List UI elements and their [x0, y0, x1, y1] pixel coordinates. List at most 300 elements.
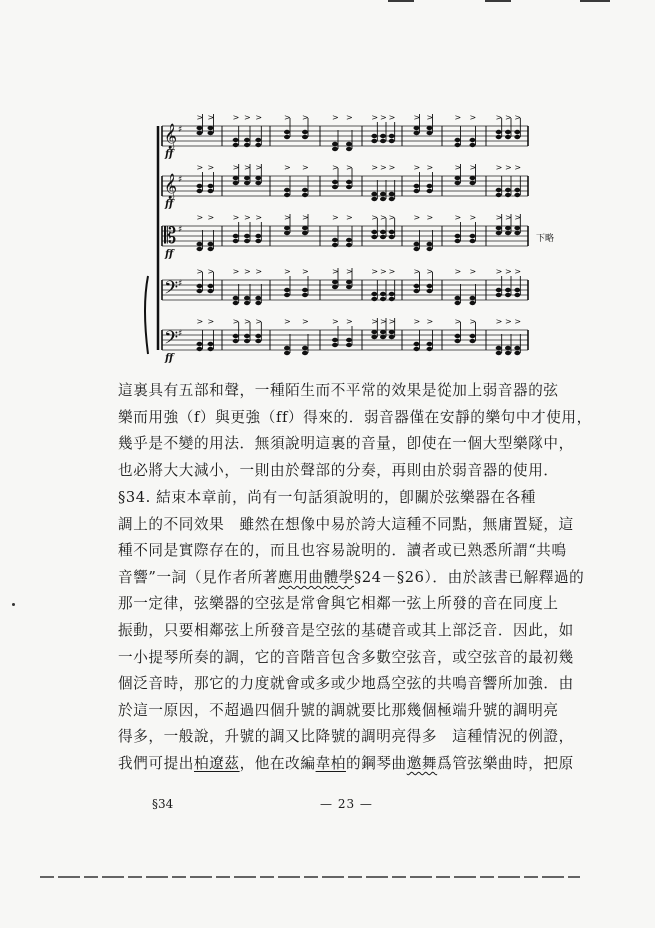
accent-mark-1-38: > [514, 113, 522, 122]
note-head-2-15 [332, 180, 338, 184]
line11-g: 爲管弦樂曲時，把原 [437, 754, 574, 772]
accent-mark-5-36: > [505, 317, 512, 326]
accent-mark-2-14: > [302, 163, 309, 172]
note-head-2-25 [414, 184, 420, 188]
note-head-5-9 [255, 334, 261, 338]
note-head-5-27 [427, 342, 433, 346]
note-head-1-20 [371, 139, 377, 143]
note-head-3-38 [514, 231, 520, 235]
note-head-3-3 [208, 242, 214, 246]
note-head-4-16 [332, 285, 338, 289]
accent-mark-2-38: > [514, 163, 522, 172]
note-head-4-21 [380, 292, 386, 296]
accent-mark-1-10: > [255, 113, 263, 122]
note-head-1-18 [346, 147, 352, 151]
accent-mark-1-2: > [196, 113, 204, 122]
note-head-2-32 [470, 181, 476, 185]
note-head-5-35 [505, 346, 511, 350]
accent-mark-4-8: > [244, 267, 251, 276]
accent-mark-2-18: > [346, 163, 353, 172]
note-head-3-30 [455, 239, 461, 243]
note-head-3-25 [414, 242, 420, 246]
note-head-3-20 [371, 235, 377, 239]
note-head-2-26 [414, 189, 420, 193]
para1-line-2: 樂而用強（f）與更強（ff）得來的．弱音器僅在安靜的樂句中才使用， [118, 408, 592, 426]
accent-mark-3-20: > [371, 213, 379, 222]
note-head-4-7 [244, 296, 250, 300]
score-annotation: 下略 [536, 234, 555, 244]
note-head-1-1 [197, 126, 203, 130]
accent-mark-1-22: > [380, 113, 387, 122]
note-head-5-30 [455, 339, 461, 343]
key-signature-1: ♯ [178, 125, 183, 135]
accent-mark-1-14: > [302, 113, 309, 122]
accent-mark-3-24: > [388, 213, 396, 222]
note-head-1-4 [208, 131, 214, 135]
note-head-2-36 [505, 193, 511, 197]
note-head-2-24 [389, 197, 395, 201]
note-head-5-26 [414, 347, 420, 351]
note-head-1-6 [233, 143, 239, 147]
note-head-1-12 [284, 135, 290, 139]
note-head-2-19 [371, 192, 377, 196]
accent-mark-4-2: > [196, 267, 204, 276]
note-head-3-21 [380, 230, 386, 234]
accent-mark-2-2: > [196, 163, 204, 172]
para2-line-1: §34. 結束本章前，尚有一句話須說明的，卽關於弦樂器在各種 [118, 489, 536, 506]
note-head-3-2 [197, 247, 203, 251]
key-signature-5: ♯ [178, 329, 183, 339]
note-head-2-29 [455, 176, 461, 180]
note-head-5-29 [455, 334, 461, 338]
note-head-1-28 [427, 131, 433, 135]
note-head-2-8 [244, 181, 250, 185]
accent-mark-3-10: > [255, 213, 263, 222]
note-head-5-21 [380, 330, 386, 334]
note-head-1-16 [332, 147, 338, 151]
accent-mark-3-8: > [244, 213, 251, 222]
note-head-5-13 [302, 346, 308, 350]
note-head-2-27 [427, 184, 433, 188]
note-head-2-35 [505, 188, 511, 192]
note-head-1-7 [244, 138, 250, 142]
accent-mark-4-28: > [426, 267, 434, 276]
para2-line-7: 一小提琴所奏的調，它的音階音包含多數空弦音，或空弦音的最初幾 [118, 648, 574, 666]
note-head-4-12 [284, 293, 290, 297]
note-head-2-4 [208, 189, 214, 193]
para1-line-3: 幾乎是不變的用法．無須說明這裏的音量，卽使在一個大型樂隊中， [118, 435, 574, 453]
note-head-2-14 [302, 193, 308, 197]
para2-line-11 [118, 751, 574, 778]
accent-mark-4-10: > [255, 267, 263, 276]
note-head-5-14 [302, 351, 308, 355]
accent-mark-5-14: > [302, 317, 309, 326]
accent-mark-3-16: > [332, 213, 339, 222]
note-head-1-19 [371, 134, 377, 138]
accent-mark-4-34: > [495, 267, 503, 276]
accent-mark-1-18: > [346, 113, 353, 122]
note-head-4-18 [346, 285, 352, 289]
note-head-4-24 [389, 297, 395, 301]
accent-mark-4-38: > [514, 267, 522, 276]
note-head-2-33 [496, 188, 502, 192]
accent-mark-1-30: > [454, 113, 462, 122]
note-head-3-32 [470, 239, 476, 243]
scan-edge-mark-1 [388, 0, 414, 2]
note-head-1-2 [197, 131, 203, 135]
note-head-5-6 [233, 339, 239, 343]
note-head-4-37 [514, 288, 520, 292]
note-head-2-18 [346, 185, 352, 189]
note-head-4-34 [496, 293, 502, 297]
para2-line-4 [118, 565, 585, 592]
accent-mark-4-24: > [388, 267, 396, 276]
accent-mark-3-30: > [454, 213, 462, 222]
grand-staff-brace [145, 276, 148, 354]
note-head-1-37 [514, 130, 520, 134]
accent-mark-2-22: > [380, 163, 387, 172]
accent-mark-5-4: > [207, 317, 215, 326]
accent-mark-5-8: > [244, 317, 251, 326]
note-head-1-10 [255, 143, 261, 147]
accent-mark-3-34: > [495, 213, 503, 222]
note-head-2-11 [284, 188, 290, 192]
note-head-4-29 [455, 296, 461, 300]
note-head-1-36 [505, 135, 511, 139]
accent-mark-3-18: > [346, 213, 353, 222]
note-head-3-18 [346, 243, 352, 247]
work-title-invitation-dance: 邀舞 [406, 754, 438, 772]
accent-mark-3-22: > [380, 213, 387, 222]
note-head-2-22 [380, 197, 386, 201]
note-head-2-16 [332, 185, 338, 189]
note-head-5-23 [389, 330, 395, 334]
note-head-5-5 [233, 334, 239, 338]
note-head-4-28 [427, 289, 433, 293]
accent-mark-5-26: > [413, 317, 421, 326]
note-head-1-30 [455, 143, 461, 147]
note-head-5-10 [255, 339, 261, 343]
note-head-5-34 [496, 351, 502, 355]
note-head-3-26 [414, 247, 420, 251]
para1-line-4: 也必將大大減小，一則由於聲部的分奏，再則由於弱音器的使用． [118, 461, 559, 479]
note-head-2-13 [302, 188, 308, 192]
note-head-2-9 [255, 176, 261, 180]
accent-mark-5-38: > [514, 317, 522, 326]
accent-mark-3-14: > [302, 213, 309, 222]
note-head-4-5 [233, 296, 239, 300]
note-head-4-8 [244, 301, 250, 305]
para1-line-1: 這裏具有五部和聲，一種陌生而不平常的效果是從加上弱音器的弦 [118, 382, 559, 399]
note-head-2-5 [233, 176, 239, 180]
note-head-2-30 [455, 181, 461, 185]
note-head-3-34 [496, 231, 502, 235]
note-head-4-4 [208, 289, 214, 293]
note-head-4-15 [332, 280, 338, 284]
note-head-4-2 [197, 289, 203, 293]
note-head-5-24 [389, 335, 395, 339]
accent-mark-1-36: > [505, 113, 512, 122]
note-head-3-13 [302, 226, 308, 230]
accent-mark-1-20: > [371, 113, 379, 122]
note-head-2-23 [389, 192, 395, 196]
accent-mark-4-30: > [454, 267, 462, 276]
note-head-5-22 [380, 335, 386, 339]
note-head-3-15 [332, 238, 338, 242]
note-head-1-17 [346, 142, 352, 146]
note-head-3-8 [244, 239, 250, 243]
para2-line-6: 振動，只要相鄰弦上所發音是空弦的基礎音或其上部泛音．因此，如 [118, 621, 574, 639]
accent-mark-2-6: > [232, 163, 240, 172]
note-head-2-7 [244, 176, 250, 180]
note-head-3-31 [470, 234, 476, 238]
accent-mark-5-22: > [380, 317, 387, 326]
key-signature-4: ♯ [178, 279, 183, 289]
note-head-4-33 [496, 288, 502, 292]
note-head-1-31 [470, 138, 476, 142]
accent-mark-3-32: > [469, 213, 477, 222]
accent-mark-2-36: > [505, 163, 512, 172]
note-head-2-10 [255, 181, 261, 185]
accent-mark-5-18: > [346, 317, 353, 326]
para2-line-8: 個泛音時，那它的力度就會或多或少地爲空弦的共鳴音響所加強．由 [118, 675, 574, 693]
note-head-4-11 [284, 288, 290, 292]
note-head-3-19 [371, 230, 377, 234]
note-head-3-1 [197, 242, 203, 246]
clef-treble-1: 𝄞 [164, 124, 178, 149]
note-head-5-1 [197, 342, 203, 346]
note-head-3-28 [427, 247, 433, 251]
note-head-1-26 [414, 131, 420, 135]
accent-mark-2-32: > [469, 163, 477, 172]
accent-mark-5-10: > [255, 317, 263, 326]
line11-e: 的鋼琴曲 [345, 754, 407, 772]
note-head-5-33 [496, 346, 502, 350]
note-head-4-3 [208, 284, 214, 288]
note-head-3-35 [505, 226, 511, 230]
dynamic-marking-2: ff [165, 199, 174, 210]
note-head-5-31 [470, 334, 476, 338]
accent-mark-4-4: > [207, 267, 215, 276]
note-head-3-27 [427, 242, 433, 246]
book-title-reference: 應用曲體學 [278, 568, 354, 586]
note-head-4-32 [470, 301, 476, 305]
note-head-2-28 [427, 189, 433, 193]
note-head-5-19 [371, 330, 377, 334]
note-head-1-29 [455, 138, 461, 142]
accent-mark-3-12: > [284, 213, 291, 222]
note-head-5-3 [208, 342, 214, 346]
note-head-2-3 [208, 184, 214, 188]
clef-bass-4: 𝄢 [164, 278, 179, 303]
note-head-4-35 [505, 288, 511, 292]
key-signature-3: ♯ [178, 225, 183, 235]
accent-mark-3-26: > [413, 213, 421, 222]
paragraph-1 [118, 378, 592, 484]
note-head-4-25 [414, 284, 420, 288]
accent-mark-1-24: > [388, 113, 396, 122]
note-head-3-11 [284, 226, 290, 230]
note-head-3-33 [496, 226, 502, 230]
note-head-3-23 [389, 230, 395, 234]
note-head-1-13 [302, 130, 308, 134]
accent-mark-1-34: > [495, 113, 503, 122]
scan-edge-mark-3 [580, 0, 610, 2]
accent-mark-4-36: > [505, 267, 512, 276]
accent-mark-4-16: > [332, 267, 339, 276]
note-head-4-10 [255, 301, 261, 305]
dynamic-marking-3: ff [165, 249, 174, 260]
note-head-4-20 [371, 297, 377, 301]
note-head-1-33 [496, 130, 502, 134]
para2-line-9: 於這一原因，不超過四個升號的調就要比那幾個極端升號的調明亮 [118, 701, 559, 719]
note-head-5-36 [505, 351, 511, 355]
note-head-3-29 [455, 234, 461, 238]
note-head-4-1 [197, 284, 203, 288]
clef-alto-3: 𝄡 [164, 224, 177, 249]
note-head-2-20 [371, 197, 377, 201]
note-head-3-24 [389, 235, 395, 239]
accent-mark-4-14: > [302, 267, 309, 276]
note-head-2-2 [197, 189, 203, 193]
accent-mark-2-10: > [255, 163, 263, 172]
para2-line-2: 調上的不同效果 雖然在想像中易於誇大這種不同點，無庸置疑，這 [118, 515, 574, 533]
accent-mark-1-26: > [413, 113, 421, 122]
accent-mark-4-32: > [469, 267, 477, 276]
accent-mark-5-34: > [495, 317, 503, 326]
note-head-4-31 [470, 296, 476, 300]
accent-mark-5-30: > [454, 317, 462, 326]
accent-mark-5-28: > [426, 317, 434, 326]
accent-mark-2-26: > [413, 163, 421, 172]
note-head-3-37 [514, 226, 520, 230]
note-head-1-22 [380, 139, 386, 143]
note-head-2-17 [346, 180, 352, 184]
accent-mark-1-28: > [426, 113, 434, 122]
note-head-3-9 [255, 234, 261, 238]
note-head-4-9 [255, 296, 261, 300]
paragraph-2 [118, 485, 585, 778]
note-head-5-25 [414, 342, 420, 346]
note-head-2-6 [233, 181, 239, 185]
note-head-4-27 [427, 284, 433, 288]
note-head-2-21 [380, 192, 386, 196]
accent-mark-5-32: > [469, 317, 477, 326]
note-head-2-1 [197, 184, 203, 188]
accent-mark-1-16: > [332, 113, 339, 122]
dynamic-marking-1: ff [165, 149, 174, 160]
note-head-2-38 [514, 193, 520, 197]
note-head-3-17 [346, 238, 352, 242]
note-head-5-8 [244, 339, 250, 343]
note-head-2-34 [496, 193, 502, 197]
note-head-4-23 [389, 292, 395, 296]
accent-mark-5-20: > [371, 317, 379, 326]
accent-mark-2-12: > [284, 163, 291, 172]
note-head-1-38 [514, 135, 520, 139]
note-head-4-19 [371, 292, 377, 296]
note-head-4-13 [302, 288, 308, 292]
accent-mark-2-24: > [388, 163, 396, 172]
note-head-3-10 [255, 239, 261, 243]
para2-line-5: 那一定律，弦樂器的空弦是常會與它相鄰一弦上所發的音在同度上 [118, 595, 559, 613]
note-head-5-38 [514, 351, 520, 355]
note-head-3-4 [208, 247, 214, 251]
accent-mark-2-4: > [207, 163, 215, 172]
line11-c: ，他在改編 [239, 754, 316, 772]
note-head-1-5 [233, 138, 239, 142]
accent-mark-3-2: > [196, 213, 204, 222]
note-head-5-28 [427, 347, 433, 351]
note-head-4-17 [346, 280, 352, 284]
para2-line-10: 得多，一般說，升號的調又比降號的調明亮得多 這種情況的例證， [118, 728, 574, 746]
note-head-4-14 [302, 293, 308, 297]
music-score-excerpt [140, 112, 560, 374]
accent-mark-2-28: > [426, 163, 434, 172]
note-head-5-4 [208, 347, 214, 351]
line4-post: §24－§26）．由於該書已解釋過的 [353, 568, 585, 586]
note-head-5-7 [244, 334, 250, 338]
note-head-5-17 [346, 338, 352, 342]
accent-mark-4-20: > [371, 267, 379, 276]
note-head-4-26 [414, 289, 420, 293]
note-head-5-32 [470, 339, 476, 343]
para2-line-3: 種不同是實際存在的，而且也容易說明的．讀者或已熟悉所謂“共鳴 [118, 542, 567, 560]
note-head-3-14 [302, 231, 308, 235]
accent-mark-3-36: > [505, 213, 512, 222]
note-head-3-16 [332, 243, 338, 247]
note-head-4-30 [455, 301, 461, 305]
note-head-1-9 [255, 138, 261, 142]
note-head-3-22 [380, 235, 386, 239]
accent-mark-4-6: > [232, 267, 240, 276]
accent-mark-2-30: > [454, 163, 462, 172]
person-name-berlioz: 柏遼茲 [193, 754, 240, 772]
accent-mark-5-12: > [284, 317, 291, 326]
note-head-1-32 [470, 143, 476, 147]
note-head-1-23 [389, 134, 395, 138]
accent-mark-3-38: > [514, 213, 522, 222]
dynamic-marking-5: ff [165, 353, 174, 364]
note-head-5-11 [284, 346, 290, 350]
accent-mark-1-6: > [232, 113, 240, 122]
note-head-1-11 [284, 130, 290, 134]
note-head-1-3 [208, 126, 214, 130]
note-head-2-37 [514, 188, 520, 192]
accent-mark-3-28: > [426, 213, 434, 222]
note-head-3-12 [284, 231, 290, 235]
scan-edge-mark-2 [485, 0, 511, 2]
accent-mark-2-34: > [495, 163, 503, 172]
note-head-5-16 [332, 343, 338, 347]
note-head-1-14 [302, 135, 308, 139]
note-head-4-36 [505, 293, 511, 297]
line4-pre: 音響”一詞（見作者所著 [118, 568, 278, 586]
note-head-1-34 [496, 135, 502, 139]
note-head-3-7 [244, 234, 250, 238]
accent-mark-4-18: > [346, 267, 353, 276]
accent-mark-5-16: > [332, 317, 339, 326]
accent-mark-5-2: > [196, 317, 204, 326]
note-head-1-15 [332, 142, 338, 146]
line11-a: 我們可提出 [118, 754, 194, 772]
footer-section-number: §34 [152, 797, 174, 811]
bottom-scan-rule [40, 876, 580, 878]
note-head-5-2 [197, 347, 203, 351]
note-head-1-27 [427, 126, 433, 130]
scan-speck [12, 603, 15, 606]
note-head-1-24 [389, 139, 395, 143]
